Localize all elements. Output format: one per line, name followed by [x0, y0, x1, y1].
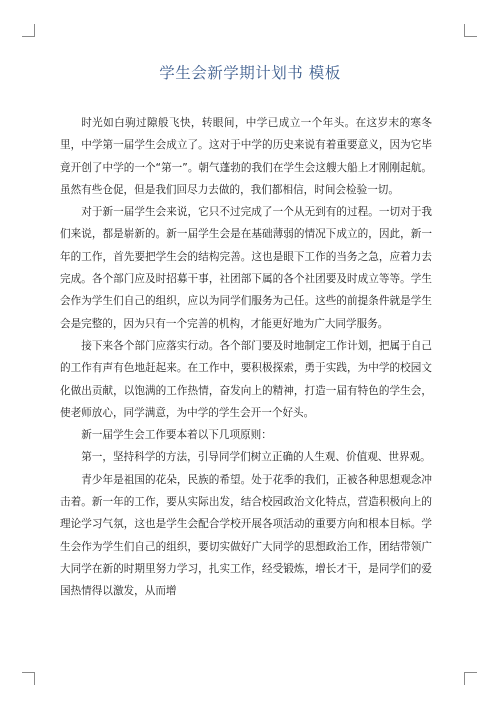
paragraph-5: 第一，坚持科学的方法，引导同学们树立正确的人生观、价值观、世界观。 — [81, 451, 431, 464]
paragraph-3: 接下来各个部门应落实行动。各个部门要及时地制定工作计划，把属于自己的工作有声有色地赶起来。在工作中，要积极探索，勇于实践，为中学的校园文化做出贡献，以饱满的工作热情，奋发向上的精神，打造一届有特色的学生会，使老师放心，同学满意，为中学的学生会开一个好头。 — [60, 339, 432, 419]
document-body — [60, 112, 432, 603]
paragraph-1: 时光如白驹过隙般飞快，转眼间，中学已成立一个年头。在这岁末的寒冬里，中学第一届学生会成立了。这对于中学的历史来说有着重要意义，因为它毕竟开创了中学的一个“第一”。朝气蓬勃的我们在学生会这艘大船上才刚刚起航。虽然有些仓促，但是我们回尽力去做的，我们都相信，时间会检验一切。 — [60, 117, 432, 196]
crop-mark-top-left — [22, 24, 35, 37]
paragraph-2: 对于新一届学生会来说，它只不过完成了一个从无到有的过程。一切对于我们来说，都是崭新的。新一届学生会是在基础薄弱的情况下成立的，因此，新一年的工作，首先要把学生会的结构完善。这也是眼下工作的当务之急，应着力去完成。各个部门应及时招募干事，社团部下属的各个社团要及时成立等等。学生会作为学生们自己的组织，应以为同学们服务为己任。这些的前提条件就是学生会是完整的，因为只有一个完善的机构，才能更好地为广大同学服务。 — [60, 206, 432, 330]
crop-mark-bottom-left — [22, 672, 35, 685]
crop-mark-top-right — [464, 24, 477, 37]
crop-mark-bottom-right — [464, 672, 477, 685]
paragraph-4: 新一届学生会工作要本着以下几项原则： — [81, 429, 272, 442]
paragraph-6: 青少年是祖国的花朵，民族的希望。处于花季的我们，正被各种思想观念冲击着。新一年的工作，要从实际出发，结合校园政治文化特点，营造积极向上的理论学习气氛，这也是学生会配合学校开展各项活动的重要方向和根本目标。学生会作为学生们自己的组织，要切实做好广大同学的思想政治工作，团结带领广大同学在新的时期里努力学习，扎实工作，经受锻炼，增长才干，是同学们的爱国热情得以激发，从而增 — [60, 473, 432, 598]
document-title: 学生会新学期计划书 模板 — [159, 64, 341, 82]
